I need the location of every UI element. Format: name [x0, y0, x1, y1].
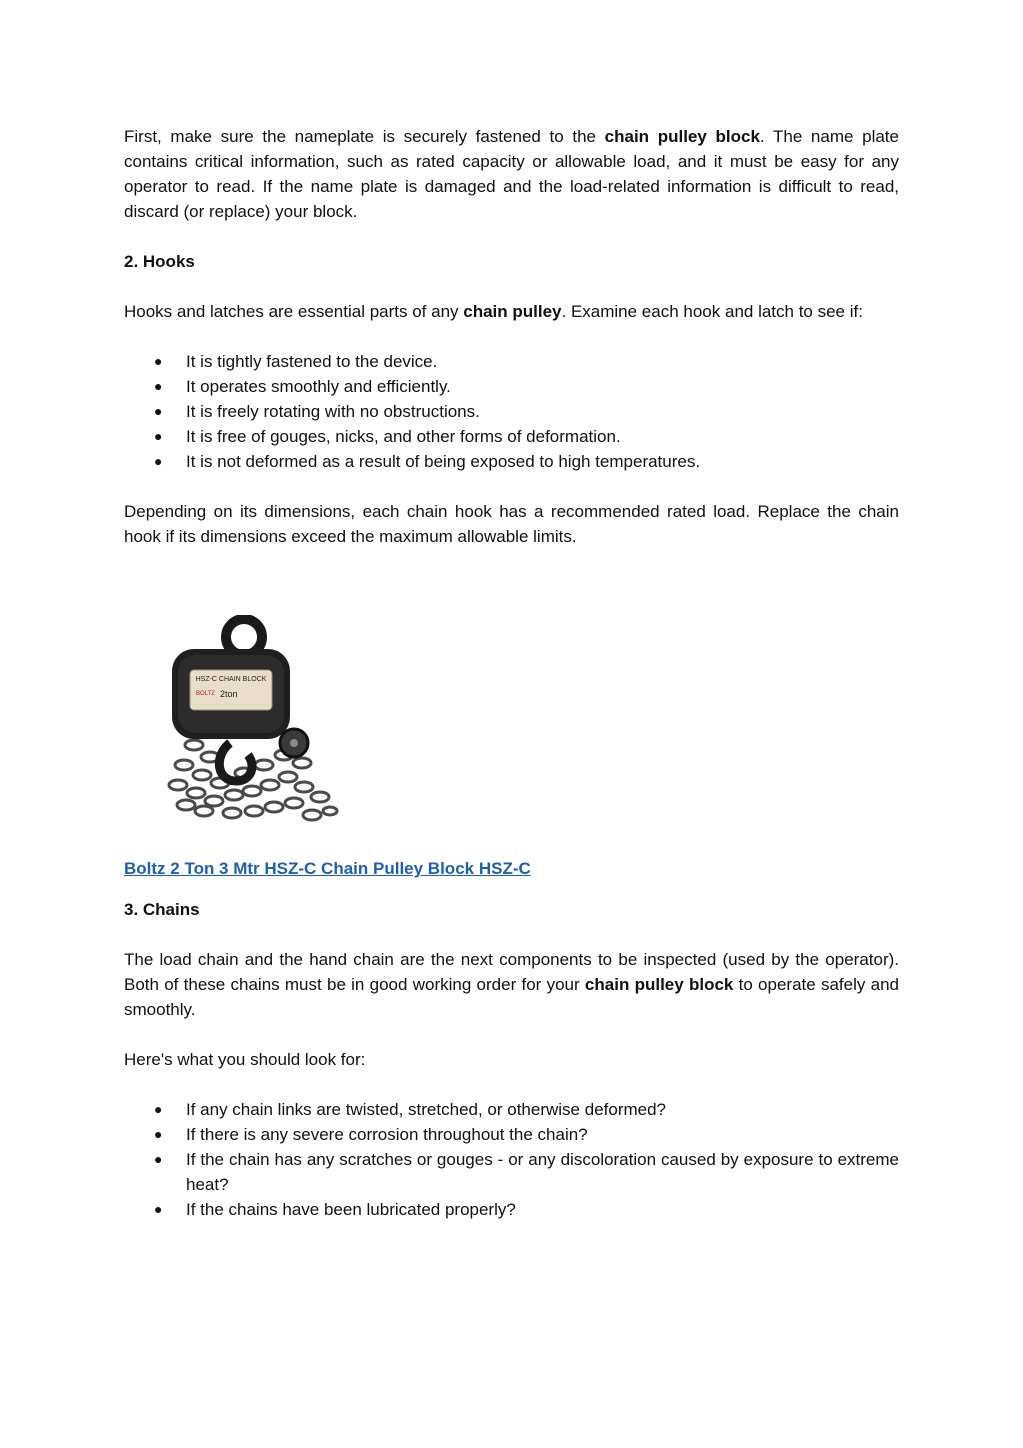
list-item: ● It is tightly fastened to the device.	[124, 349, 899, 374]
hooks-heading: 2. Hooks	[124, 252, 195, 271]
nameplate-model-text: HSZ-C CHAIN BLOCK	[195, 676, 267, 683]
list-item: ● If any chain links are twisted, stretched, or otherwise deformed?	[124, 1097, 899, 1122]
hooks-text-1: Hooks and latches are essential parts of any	[124, 302, 464, 321]
hooks-text-2: . Examine each hook and latch to see if:	[561, 302, 863, 321]
list-item: ● It is free of gouges, nicks, and other forms of deformation.	[124, 424, 899, 449]
list-item: ● It is not deformed as a result of being exposed to high temperatures.	[124, 449, 899, 474]
product-link[interactable]: Boltz 2 Ton 3 Mtr HSZ-C Chain Pulley Block HSZ-C	[124, 859, 531, 878]
chains-text-2: to operate safely and smoothly.	[124, 975, 899, 1019]
list-item: ● If there is any severe corrosion throughout the chain?	[124, 1122, 899, 1147]
product-link-paragraph	[124, 856, 899, 881]
product-image-container	[124, 615, 899, 840]
hooks-closing-paragraph: Depending on its dimensions, each chain hook has a recommended rated load. Replace the chain hook if its dimensions exceed the maximum allowable limits.	[124, 502, 899, 546]
intro-bold-term: chain pulley block	[604, 127, 760, 146]
list-item: ● It operates smoothly and efficiently.	[124, 374, 899, 399]
nameplate-capacity-text: 2ton	[220, 689, 238, 699]
chains-lookfor-paragraph: Here's what you should look for:	[124, 1050, 366, 1069]
chains-bullet-list	[124, 1097, 899, 1222]
nameplate-brand-text: BOLTZ	[196, 691, 215, 697]
intro-text-1: First, make sure the nameplate is securely fastened to the	[124, 127, 605, 146]
hooks-bold-term: chain pulley	[463, 302, 562, 321]
chains-bold-term: chain pulley block	[584, 975, 734, 994]
intro-text-2: . The name plate contains critical information, such as rated capacity or allowable load, and it must be easy for any operator to read. If the name plate is damaged and the load-related information is difficult to read, discard (or replace) your block.	[124, 127, 899, 221]
chains-heading: 3. Chains	[124, 900, 200, 919]
chains-paragraph	[124, 947, 899, 1022]
list-item: ● If the chains have been lubricated properly?	[124, 1197, 899, 1222]
document-page	[124, 124, 899, 1222]
chain-pulley-block-image	[144, 615, 340, 835]
list-item: ● It is freely rotating with no obstructions.	[124, 399, 899, 424]
intro-paragraph	[124, 124, 899, 224]
list-item: ● If the chain has any scratches or gouges - or any discoloration caused by exposure to extreme heat?	[124, 1147, 899, 1197]
chains-text-1: The load chain and the hand chain are the next components to be inspected (used by the operator). Both of these chains must be in good working order for your	[124, 950, 899, 994]
hooks-paragraph	[124, 299, 899, 324]
hooks-bullet-list	[124, 349, 899, 474]
